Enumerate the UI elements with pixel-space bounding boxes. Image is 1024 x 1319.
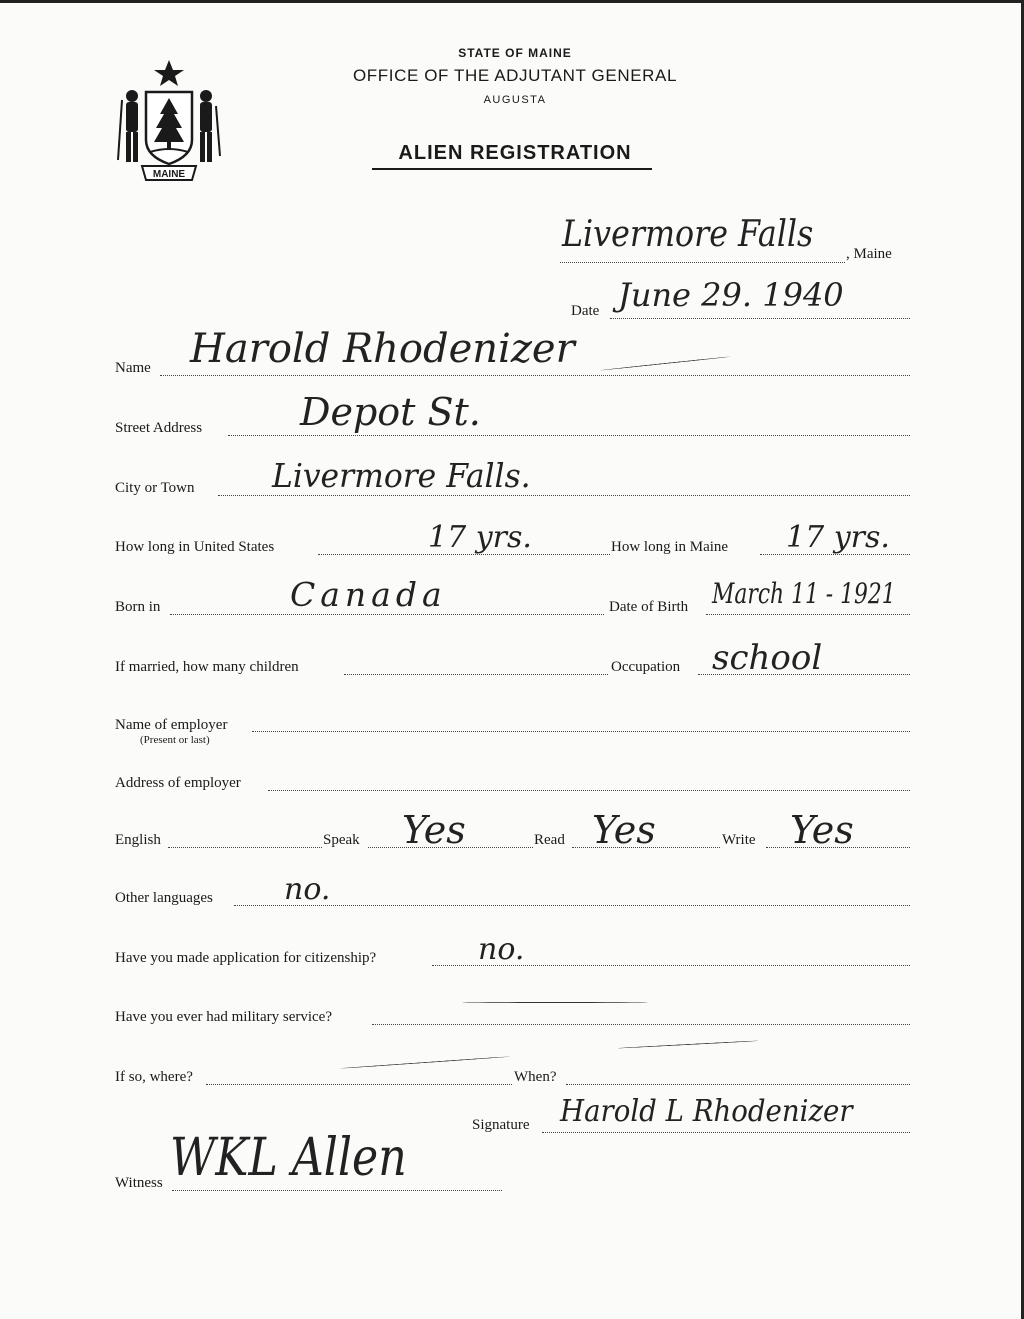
write-handwriting: Yes [790,808,854,852]
how-long-us-label: How long in United States [115,539,275,555]
city-heading: AUGUSTA [483,94,547,106]
date-of-birth-handwriting: March 11 - 1921 [712,577,896,610]
when-dash [618,1040,758,1048]
office-heading: OFFICE OF THE ADJUTANT GENERAL [352,66,678,85]
military-service-line [372,1024,910,1025]
name-flourish [600,356,729,371]
signature-label: Signature [472,1117,530,1133]
title-underline [372,168,652,170]
how-long-us-handwriting: 17 yrs. [428,520,532,555]
street-address-handwriting: Depot St. [300,390,481,434]
name-handwriting: Harold Rhodenizer [190,326,575,372]
city-town-handwriting: Livermore Falls. [272,456,531,495]
date-handwriting: June 29. 1940 [618,276,844,314]
write-label: Write [722,832,756,848]
date-line [610,318,910,319]
date-label: Date [571,303,600,319]
how-long-maine-handwriting: 17 yrs. [786,520,890,555]
date-of-birth-line [706,614,910,615]
other-languages-line [234,905,910,906]
children-label: If married, how many children [115,659,299,675]
when-label: When? [514,1069,557,1085]
witness-line [172,1190,502,1191]
signature-handwriting: Harold L Rhodenizer [560,1094,853,1129]
occupation-label: Occupation [611,659,681,675]
speak-handwriting: Yes [402,808,466,852]
name-label: Name [115,360,151,376]
other-languages-label: Other languages [115,890,213,906]
citizenship-handwriting: no. [478,932,525,967]
place-line [560,262,845,263]
street-address-line [228,435,910,436]
if-so-where-line [206,1084,512,1085]
employer-name-line [252,731,910,732]
svg-text:MAINE: MAINE [152,169,186,180]
military-service-label: Have you ever had military service? [115,1009,332,1025]
employer-address-line [268,790,910,791]
when-line [566,1084,910,1085]
speak-label: Speak [323,832,360,848]
other-languages-handwriting: no. [284,872,331,907]
military-service-dash [462,1002,648,1003]
maine-state-seal-icon [114,56,224,182]
street-address-label: Street Address [115,420,203,436]
read-handwriting: Yes [592,808,656,852]
born-in-line [170,614,604,615]
state-heading: STATE OF MAINE [458,46,572,60]
city-town-label: City or Town [115,480,195,496]
english-line [168,847,322,848]
name-line [160,375,910,376]
witness-handwriting: WKL Allen [170,1128,407,1188]
children-line [344,674,608,675]
employer-name-sublabel: (Present or last) [140,734,210,746]
employer-name-label: Name of employer [115,717,228,733]
scan-border-top [0,0,1024,3]
signature-line [542,1132,910,1133]
english-label: English [115,832,161,848]
born-in-label: Born in [115,599,161,615]
occupation-handwriting: school [712,638,823,678]
witness-label: Witness [115,1175,163,1191]
employer-address-label: Address of employer [115,775,241,791]
date-of-birth-label: Date of Birth [609,599,689,615]
if-so-where-label: If so, where? [115,1069,193,1085]
place-handwriting: Livermore Falls [562,214,814,255]
citizenship-label: Have you made application for citizenship? [115,950,377,966]
born-in-handwriting: Canada [290,575,447,614]
if-so-where-dash [340,1056,510,1069]
maine-label: , Maine [846,246,892,262]
form-title: ALIEN REGISTRATION [398,142,632,164]
city-town-line [218,495,910,496]
read-label: Read [534,832,565,848]
how-long-maine-label: How long in Maine [611,539,729,555]
